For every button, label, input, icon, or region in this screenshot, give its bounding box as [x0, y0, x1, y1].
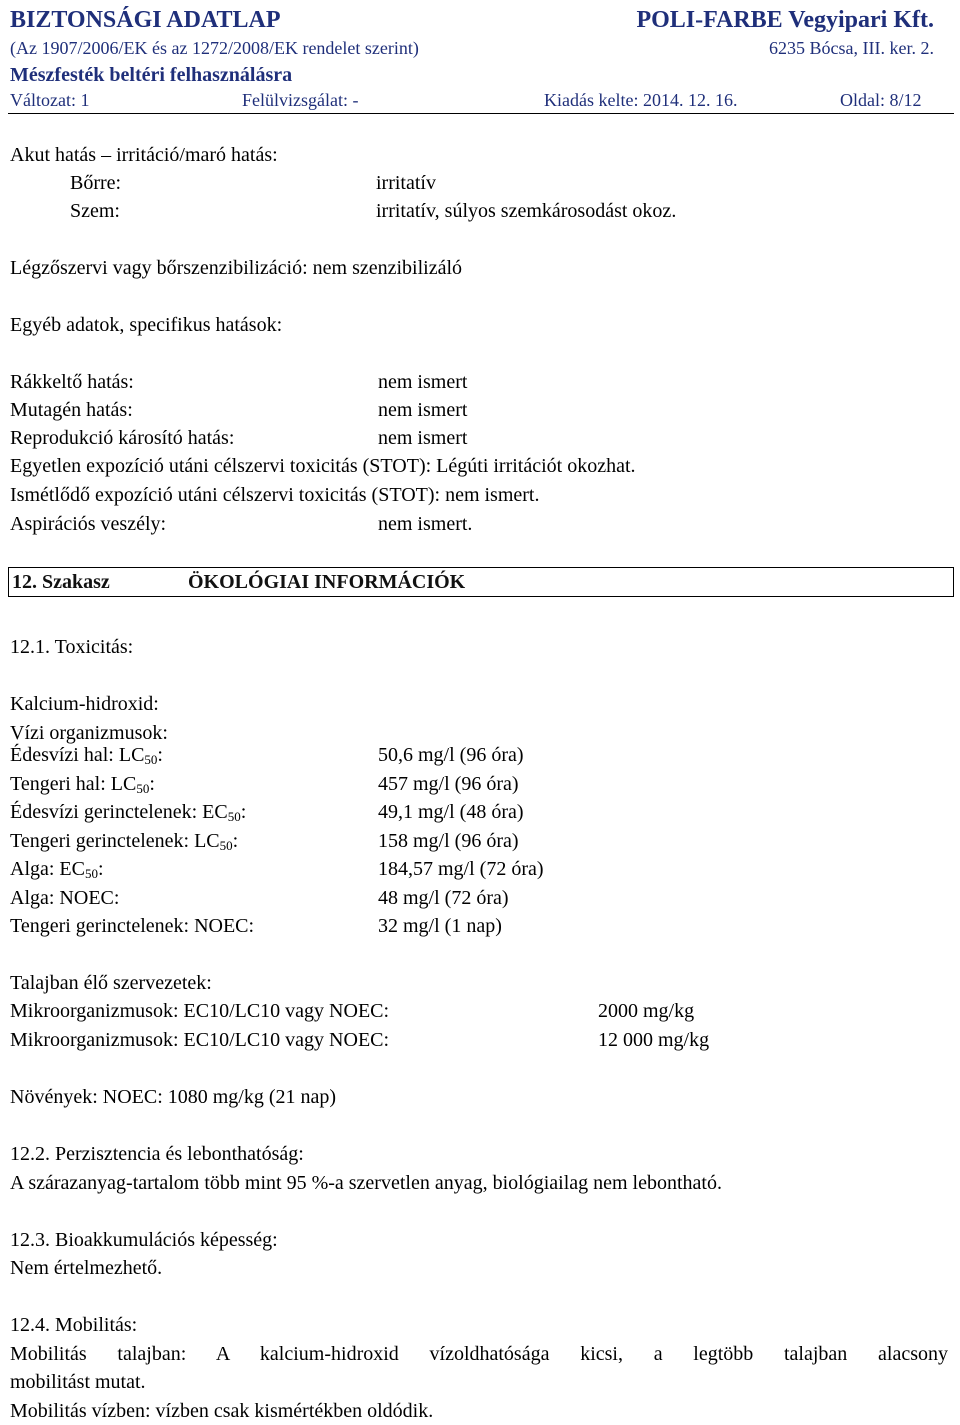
company-name: POLI-FARBE Vegyipari Kft.: [636, 7, 934, 33]
bioaccumulation-heading: 12.3. Bioakkumulációs képesség:: [10, 1229, 278, 1251]
section-12-number: 12. Szakasz: [12, 571, 110, 593]
aquatic-row: Alga: $EC_{50}$:: [10, 858, 104, 881]
aquatic-row: Alga: NOEC:: [10, 887, 120, 909]
bioaccumulation-text: Nem értelmezhető.: [10, 1257, 163, 1279]
plants-line: Növények: NOEC: 1080 mg/kg (21 nap): [10, 1086, 337, 1108]
aquatic-row: Tengeri hal: $LC_{50}$:: [10, 773, 155, 796]
issue-date-label: Kiadás kelte: 2014. 12. 16.: [544, 90, 738, 110]
stot-single-line: Egyetlen expozíció utáni célszervi toxicitás (STOT): Légúti irritációt okozhat.: [10, 455, 636, 477]
version-label: Változat: 1: [10, 90, 90, 110]
page-number: Oldal: 8/12: [840, 90, 922, 110]
aquatic-value: 49,1 mg/l (48 óra): [378, 801, 524, 823]
soil-heading: Talajban élő szervezetek:: [10, 972, 212, 994]
eye-value: irritatív, súlyos szemkárosodást okoz.: [376, 200, 677, 222]
section-12-header: [8, 567, 954, 597]
stot-repeated-line: Ismétlődő expozíció utáni célszervi toxicitás (STOT): nem ismert.: [10, 484, 540, 506]
aquatic-value: 32 mg/l (1 nap): [378, 915, 502, 937]
persistence-text: A szárazanyag-tartalom több mint 95 %-a szervetlen anyag, biológiailag nem lebontható.: [10, 1172, 722, 1194]
mobility-water-line: Mobilitás vízben: vízben csak kismértékben oldódik.: [10, 1400, 434, 1422]
aquatic-heading: Vízi organizmusok:: [10, 722, 168, 744]
aquatic-value: 457 mg/l (96 óra): [378, 773, 519, 795]
soil-row-value: 2000 mg/kg: [598, 1000, 695, 1022]
skin-value: irritatív: [376, 172, 436, 194]
aquatic-row: Tengeri gerinctelenek: NOEC:: [10, 915, 255, 937]
aquatic-value: 158 mg/l (96 óra): [378, 830, 519, 852]
soil-row-value: 12 000 mg/kg: [598, 1029, 710, 1051]
aquatic-value: 184,57 mg/l (72 óra): [378, 858, 544, 880]
regulation-reference: (Az 1907/2006/EK és az 1272/2008/EK rendelet szerint): [10, 38, 419, 58]
company-address: 6235 Bócsa, III. ker. 2.: [769, 38, 934, 58]
aspiration-label: Aspirációs veszély:: [10, 513, 167, 535]
acute-effect-heading: Akut hatás – irritáció/maró hatás:: [10, 144, 278, 166]
substance-name: Kalcium-hidroxid:: [10, 693, 159, 715]
soil-row-label: Mikroorganizmusok: EC10/LC10 vagy NOEC:: [10, 1029, 390, 1051]
aspiration-value: nem ismert.: [378, 513, 473, 535]
sensitization-line: Légzőszervi vagy bőrszenzibilizáció: nem szenzibilizáló: [10, 257, 463, 279]
mutagenic-label: Mutagén hatás:: [10, 399, 133, 421]
header-divider: [8, 113, 954, 114]
mobility-soil-line: Mobilitás talajban: A kalcium-hidroxid vízoldhatósága kicsi, a legtöbb talajban alacsony: [10, 1343, 948, 1365]
aquatic-row: Édesvízi hal: $LC_{50}$:: [10, 744, 163, 767]
carcinogenic-label: Rákkeltő hatás:: [10, 371, 134, 393]
aquatic-value: 48 mg/l (72 óra): [378, 887, 509, 909]
document-title: BIZTONSÁGI ADATLAP: [10, 7, 281, 33]
skin-label: Bőrre:: [70, 172, 122, 194]
aquatic-row: Tengeri gerinctelenek: $LC_{50}$:: [10, 830, 239, 853]
mutagenic-value: nem ismert: [378, 399, 468, 421]
mobility-heading: 12.4. Mobilitás:: [10, 1314, 138, 1336]
product-name: Mészfesték beltéri felhasználásra: [10, 64, 293, 86]
other-data-heading: Egyéb adatok, specifikus hatások:: [10, 314, 283, 336]
reproductive-value: nem ismert: [378, 427, 468, 449]
eye-label: Szem:: [70, 200, 120, 222]
reproductive-label: Reprodukció károsító hatás:: [10, 427, 235, 449]
mobility-soil-line: mobilitást mutat.: [10, 1371, 146, 1393]
section-12-title: ÖKOLÓGIAI INFORMÁCIÓK: [188, 571, 466, 593]
aquatic-value: 50,6 mg/l (96 óra): [378, 744, 524, 766]
toxicity-heading: 12.1. Toxicitás:: [10, 636, 134, 658]
review-label: Felülvizsgálat: -: [242, 90, 359, 110]
aquatic-row: Édesvízi gerinctelenek: $EC_{50}$:: [10, 801, 247, 824]
persistence-heading: 12.2. Perzisztencia és lebonthatóság:: [10, 1143, 304, 1165]
carcinogenic-value: nem ismert: [378, 371, 468, 393]
soil-row-label: Mikroorganizmusok: EC10/LC10 vagy NOEC:: [10, 1000, 390, 1022]
